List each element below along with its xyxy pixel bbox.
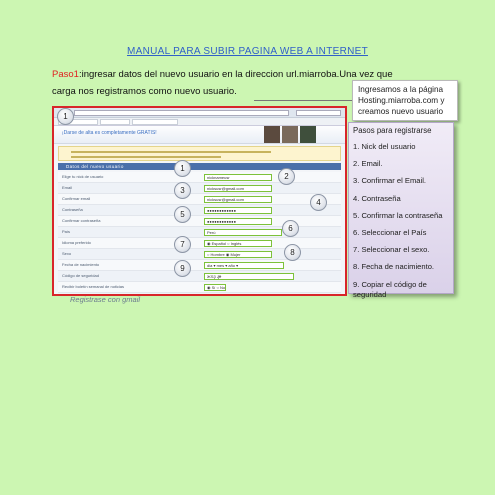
step-marker: 9 bbox=[174, 260, 191, 277]
step-marker: 7 bbox=[174, 236, 191, 253]
steps-list-item: 2. Email. bbox=[353, 159, 383, 169]
form-row-label: País bbox=[62, 229, 71, 234]
step-marker: 4 bbox=[310, 194, 327, 211]
form-row-label: Recibir boletín semanal de noticias bbox=[62, 284, 125, 289]
form-field-value: ◉ Español ○ Inglés bbox=[207, 241, 242, 246]
steps-list-item: 8. Fecha de nacimiento. bbox=[353, 262, 435, 272]
form-field-value: ●●●●●●●●●●●● bbox=[207, 219, 236, 224]
form-field-value: ◉ Sí ○ No bbox=[207, 285, 226, 290]
banner-photo bbox=[300, 126, 316, 143]
form-row-label: Confirmar email bbox=[62, 196, 91, 201]
form-field-value: nicksusr@gmail.com bbox=[207, 186, 244, 191]
notice-text-line bbox=[71, 151, 271, 153]
browser-tabs bbox=[54, 118, 345, 126]
registration-screenshot bbox=[52, 106, 347, 296]
form-row bbox=[58, 183, 341, 194]
form-row-label: Confirmar contraseña bbox=[62, 218, 101, 223]
address-bar bbox=[74, 110, 289, 116]
form-field[interactable] bbox=[204, 251, 272, 258]
step-marker: 6 bbox=[282, 220, 299, 237]
section-title: Datos del nuevo usuario bbox=[66, 164, 124, 169]
form-row-label: Email bbox=[62, 185, 73, 190]
form-field-value: ○ Hombre ◉ Mujer bbox=[207, 252, 241, 257]
form-field-value: nicksusr@gmail.com bbox=[207, 197, 244, 202]
form-row bbox=[58, 271, 341, 282]
form-field-value: nicknameusr bbox=[207, 175, 230, 180]
form-field[interactable] bbox=[204, 218, 272, 225]
steps-list-item: 5. Confirmar la contraseña bbox=[353, 210, 443, 220]
steps-list-item: 4. Contraseña bbox=[353, 193, 401, 203]
browser-toolbar bbox=[54, 108, 345, 118]
form-field-value: Perú bbox=[207, 230, 216, 235]
banner-photo bbox=[282, 126, 298, 143]
steps-list-item: 6. Seleccionar el País bbox=[353, 227, 427, 237]
form-row-label: Contraseña bbox=[62, 207, 83, 212]
form-row-label: Fecha de nacimiento bbox=[62, 262, 100, 267]
form-row-label: Idioma preferido bbox=[62, 240, 91, 245]
steps-list-item: 1. Nick del usuario bbox=[353, 142, 416, 151]
form-field[interactable] bbox=[204, 229, 282, 236]
form-field[interactable] bbox=[204, 185, 272, 192]
step-marker: 3 bbox=[174, 182, 191, 199]
form-row bbox=[58, 260, 341, 271]
form-row-label: Elige tu nick de usuario bbox=[62, 174, 104, 179]
form-field[interactable] bbox=[204, 174, 272, 181]
browser-tab bbox=[100, 119, 130, 125]
form-field-value: ЖЅҘ ₰₴ bbox=[207, 274, 222, 279]
form-row-label: Código de seguridad bbox=[62, 273, 99, 278]
form-field[interactable] bbox=[204, 273, 294, 280]
form-row-label: Sexo bbox=[62, 251, 72, 256]
steps-list-item: 7. Seleccionar el sexo. bbox=[353, 245, 430, 255]
browser-search-box bbox=[296, 110, 341, 116]
step-marker: 1 bbox=[174, 160, 191, 177]
form-row bbox=[58, 282, 341, 293]
form-row bbox=[58, 194, 341, 205]
step-marker: 2 bbox=[278, 168, 295, 185]
step-label: Paso1 bbox=[52, 69, 79, 80]
steps-list-item: 9. Copiar el código de seguridad bbox=[353, 279, 427, 299]
section-header bbox=[58, 163, 341, 170]
notice-text-line bbox=[71, 156, 221, 158]
form-field[interactable] bbox=[204, 240, 272, 247]
form-field-value: dia ▾ mes ▾ año ▾ bbox=[207, 263, 239, 268]
browser-tab bbox=[132, 119, 178, 125]
step-text: :ingresar datos del nuevo usuario en la direccion url.miarroba.Una vez que carga nos registramos como nuevo usuario. bbox=[52, 69, 393, 97]
form-field[interactable] bbox=[204, 284, 226, 291]
callout-connector bbox=[254, 100, 352, 101]
form-field[interactable] bbox=[204, 196, 272, 203]
form-row bbox=[58, 205, 341, 216]
form-field-value: ●●●●●●●●●●●● bbox=[207, 208, 236, 213]
form-field[interactable] bbox=[204, 295, 226, 296]
step-marker: 1 bbox=[57, 108, 74, 125]
steps-title: Pasos para registrarse bbox=[353, 126, 432, 135]
banner-photo bbox=[264, 126, 280, 143]
notice-box bbox=[58, 146, 341, 161]
steps-list-item: 3. Confirmar el Email. bbox=[353, 176, 427, 186]
steps-panel bbox=[348, 122, 454, 299]
form-field[interactable] bbox=[204, 207, 272, 214]
banner-title: ¡Darse de alta es completamente GRATIS! bbox=[62, 130, 157, 136]
steps-list bbox=[353, 142, 449, 300]
form-field[interactable] bbox=[204, 262, 284, 269]
step-marker: 8 bbox=[284, 244, 301, 261]
step-marker: 5 bbox=[174, 206, 191, 223]
screenshot-caption: Registrase con gmail bbox=[70, 295, 141, 304]
callout-hosting-note: Ingresamos a la página Hosting.miarroba.com y creamos nuevo usuario bbox=[352, 80, 458, 121]
form-row bbox=[58, 172, 341, 183]
page-title: MANUAL PARA SUBIR PAGINA WEB A INTERNET bbox=[126, 46, 368, 57]
